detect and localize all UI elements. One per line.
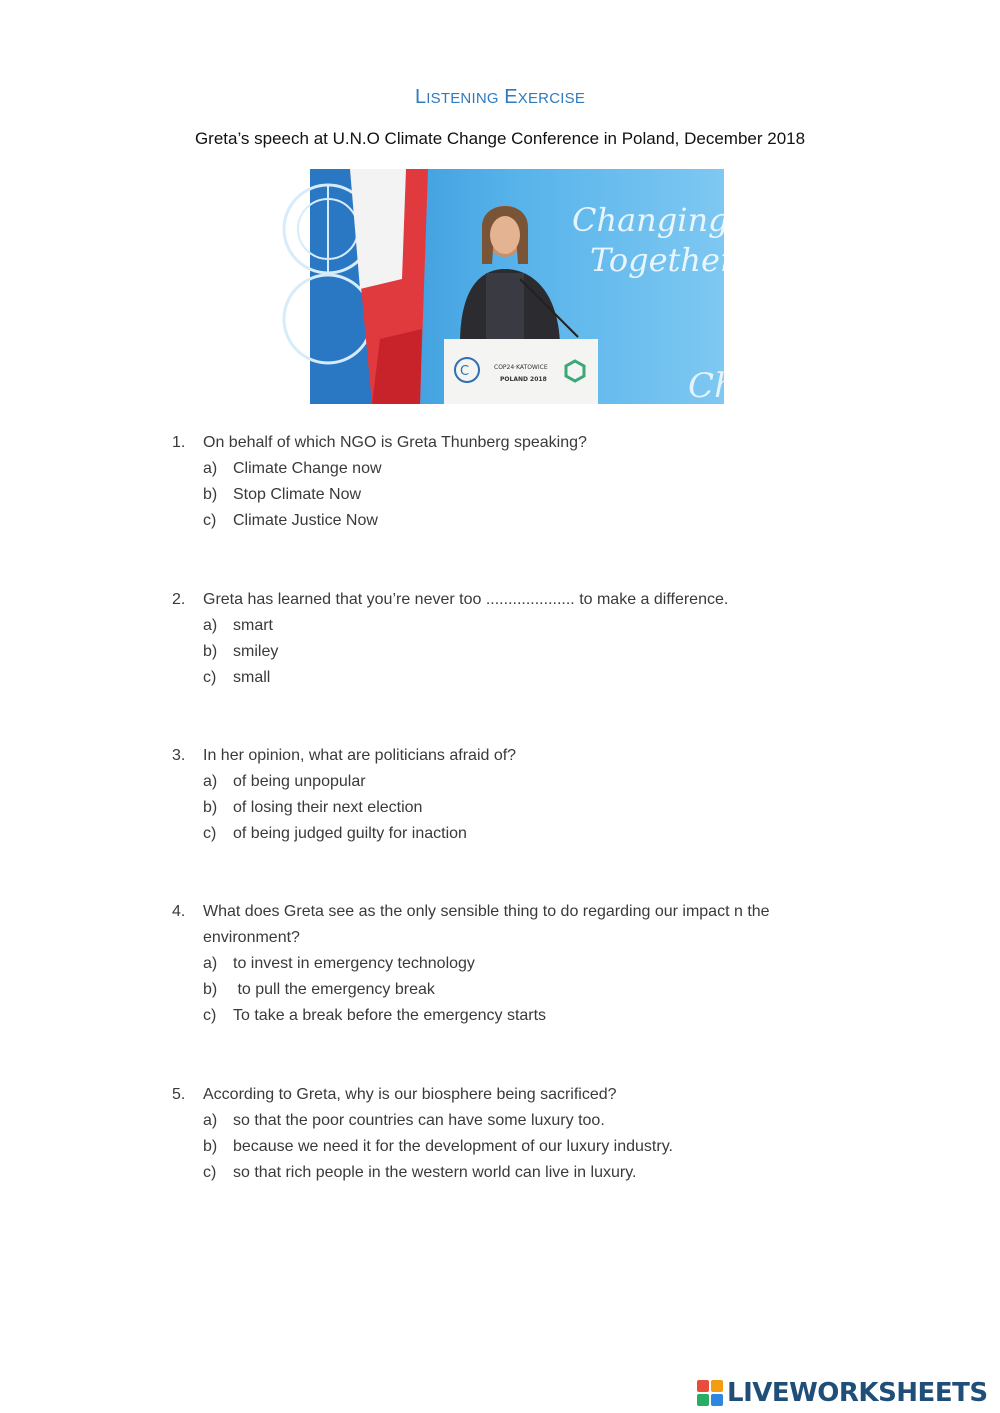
option-text: To take a break before the emergency starts <box>233 1007 547 1024</box>
speech-photo <box>310 169 736 406</box>
question-text-continued: environment? <box>203 929 300 946</box>
answer-option[interactable] <box>172 456 587 482</box>
answer-option[interactable] <box>172 639 728 665</box>
question-text: Greta has learned that you’re never too .................... to make a difference. <box>203 591 729 608</box>
question-1 <box>172 430 587 534</box>
option-text: so that the poor countries can have some luxury too. <box>233 1112 605 1129</box>
option-label: a) <box>203 955 218 972</box>
option-text: to invest in emergency technology <box>233 955 475 972</box>
option-label: c) <box>203 1007 217 1024</box>
answer-option[interactable] <box>172 1003 770 1029</box>
podium-text-2: POLAND 2018 <box>500 376 547 383</box>
option-text: to pull the emergency break <box>233 981 435 998</box>
question-text: What does Greta see as the only sensible thing to do regarding our impact n the <box>203 903 770 920</box>
option-label: c) <box>203 512 217 529</box>
answer-option[interactable] <box>172 613 728 639</box>
question-number: 2. <box>172 591 186 608</box>
option-label: a) <box>203 1112 218 1129</box>
option-text: Climate Change now <box>233 460 382 477</box>
option-label: b) <box>203 643 218 660</box>
answer-option[interactable] <box>172 665 728 691</box>
answer-option[interactable] <box>172 821 516 847</box>
option-label: b) <box>203 1138 218 1155</box>
question-2 <box>172 587 728 691</box>
question-4 <box>172 899 770 1029</box>
podium-text-1: COP24·KATOWICE <box>494 364 548 371</box>
answer-option[interactable] <box>172 1160 673 1186</box>
question-number: 3. <box>172 747 186 764</box>
answer-option[interactable] <box>172 769 516 795</box>
option-text: smart <box>233 617 273 634</box>
option-label: b) <box>203 981 218 998</box>
question-number: 1. <box>172 434 186 451</box>
answer-option[interactable] <box>172 795 516 821</box>
option-label: a) <box>203 773 218 790</box>
option-text: of being judged guilty for inaction <box>233 825 467 842</box>
answer-option[interactable] <box>172 1134 673 1160</box>
question-text: On behalf of which NGO is Greta Thunberg speaking? <box>203 434 587 451</box>
option-label: c) <box>203 1164 217 1181</box>
question-text: In her opinion, what are politicians afraid of? <box>203 747 517 764</box>
option-label: a) <box>203 460 218 477</box>
option-text: Stop Climate Now <box>233 486 362 503</box>
question-number: 4. <box>172 903 186 920</box>
answer-option[interactable] <box>172 482 587 508</box>
title-word: XERCISE <box>517 90 586 107</box>
option-label: b) <box>203 799 218 816</box>
option-text: smiley <box>233 643 279 660</box>
liveworksheets-logo[interactable] <box>697 1378 988 1408</box>
option-label: c) <box>203 669 217 686</box>
option-text: of being unpopular <box>233 773 366 790</box>
answer-option[interactable] <box>172 977 770 1003</box>
logo-icon <box>697 1380 723 1406</box>
logo-text: LIVEWORKSHEETS <box>727 1378 988 1408</box>
background-text-3: Ch <box>688 366 736 406</box>
option-text: Climate Justice Now <box>233 512 378 529</box>
title-letter: L <box>414 86 427 108</box>
option-text: so that rich people in the western world can live in luxury. <box>233 1164 637 1181</box>
question-3 <box>172 743 516 847</box>
title-word: ISTENING <box>426 90 499 107</box>
question-number: 5. <box>172 1086 186 1103</box>
title-letter: E <box>504 86 518 108</box>
option-label: c) <box>203 825 217 842</box>
background-text-1: Changing <box>572 201 729 239</box>
answer-option[interactable] <box>172 508 587 534</box>
question-5 <box>172 1082 673 1186</box>
option-label: a) <box>203 617 218 634</box>
svg-text:C: C <box>460 364 470 379</box>
option-text: of losing their next election <box>233 799 423 816</box>
answer-option[interactable] <box>172 951 770 977</box>
question-text: According to Greta, why is our biosphere being sacrificed? <box>203 1086 617 1103</box>
option-text: because we need it for the development of our luxury industry. <box>233 1138 673 1155</box>
page-subtitle: Greta’s speech at U.N.O Climate Change Conference in Poland, December 2018 <box>194 129 806 148</box>
background-text-2: Together <box>590 241 736 279</box>
answer-option[interactable] <box>172 1108 673 1134</box>
page-title <box>0 86 1000 109</box>
option-text: small <box>233 669 271 686</box>
option-label: b) <box>203 486 218 503</box>
